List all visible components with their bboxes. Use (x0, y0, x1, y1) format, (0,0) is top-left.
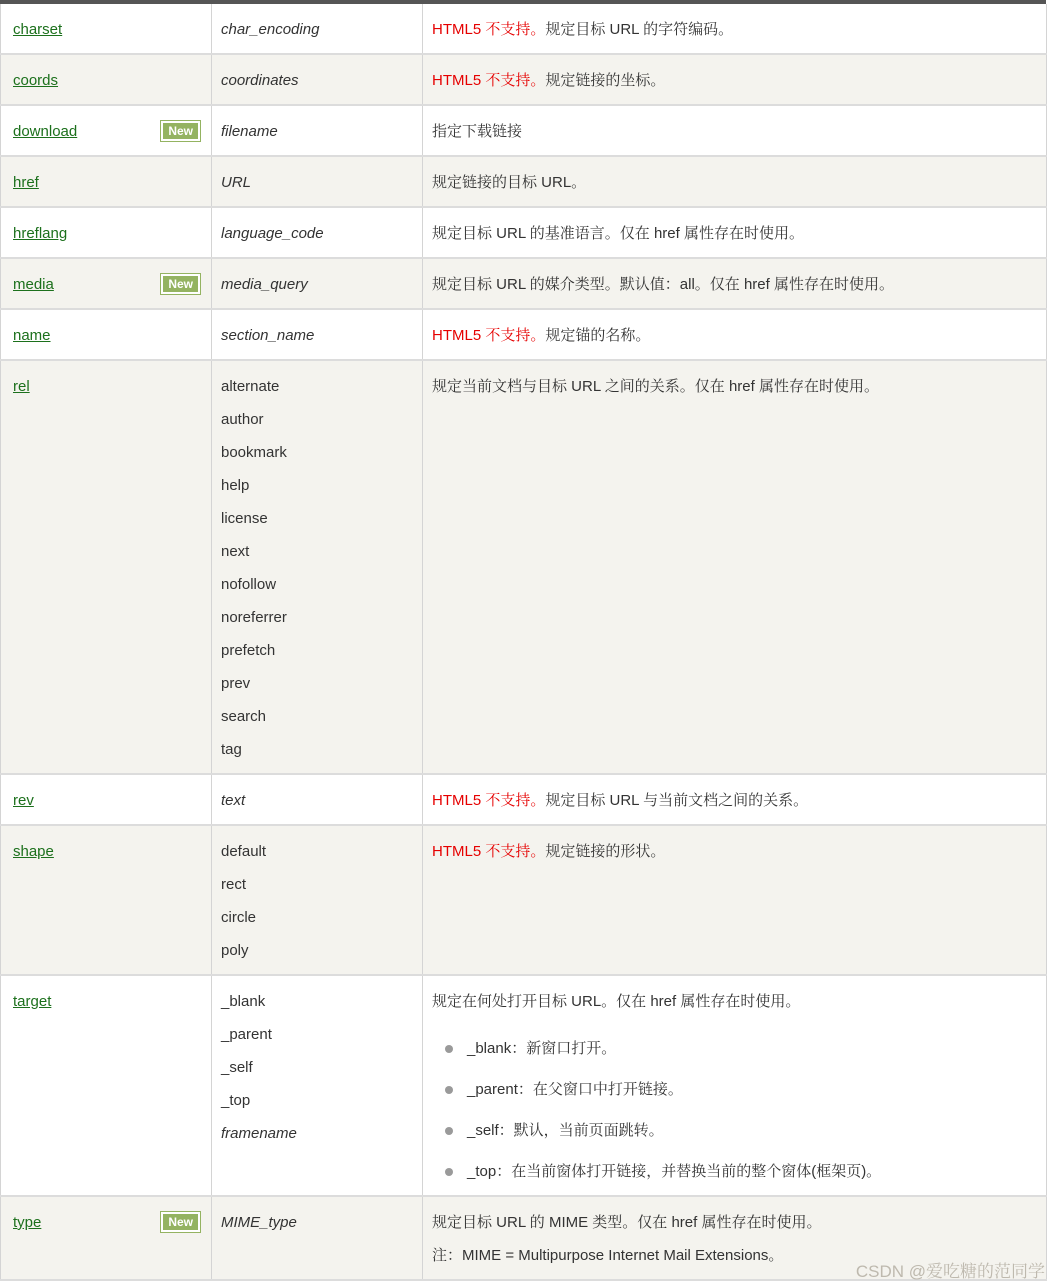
attribute-link[interactable]: charset (13, 21, 63, 38)
value-item: author (221, 411, 264, 428)
value-cell (212, 105, 423, 156)
value-item: framename (221, 1125, 297, 1142)
description-cell (423, 309, 1047, 360)
description-bullet-list (445, 1037, 1037, 1183)
attribute-link[interactable]: download (13, 123, 78, 140)
attribute-cell (1, 774, 212, 825)
value-item: search (221, 708, 267, 725)
description-text (432, 840, 1037, 863)
value-cell (212, 258, 423, 309)
table-row (1, 105, 1047, 156)
value-cell (212, 825, 423, 975)
new-badge: New (161, 1212, 200, 1232)
description-cell (423, 207, 1047, 258)
value-item: tag (221, 741, 242, 758)
value-cell (212, 774, 423, 825)
attribute-link[interactable]: media (13, 276, 54, 293)
value-item: circle (221, 909, 257, 926)
description-text (432, 324, 1037, 347)
attribute-link[interactable]: name (13, 327, 51, 344)
bullet-text: _blank：新窗口打开。 (467, 1040, 617, 1057)
description-text (432, 990, 1037, 1013)
description-text (432, 273, 1037, 296)
value-item: license (221, 510, 268, 527)
value-cell (212, 207, 423, 258)
description-bullet-item (445, 1037, 1037, 1060)
table-row (1, 825, 1047, 975)
new-badge: New (161, 274, 200, 294)
attribute-link[interactable]: coords (13, 72, 59, 89)
html5-unsupported-label: HTML5 不支持。 (432, 21, 546, 38)
description-cell (423, 4, 1047, 54)
attribute-link[interactable]: hreflang (13, 225, 68, 242)
description-text (432, 171, 1037, 194)
attribute-cell (1, 54, 212, 105)
description-body: 规定目标 URL 与当前文档之间的关系。 (545, 792, 809, 809)
description-body: 规定当前文档与目标 URL 之间的关系。仅在 href 属性存在时使用。 (432, 378, 879, 395)
attribute-cell (1, 825, 212, 975)
description-cell (423, 258, 1047, 309)
attribute-cell (1, 156, 212, 207)
description-cell (423, 156, 1047, 207)
bullet-text: _self：默认，当前页面跳转。 (467, 1122, 664, 1139)
description-text (432, 120, 1037, 143)
table-row (1, 774, 1047, 825)
description-body: 规定目标 URL 的媒介类型。默认值：all。仅在 href 属性存在时使用。 (432, 276, 894, 293)
value-item: _self (221, 1059, 253, 1076)
table-row (1, 360, 1047, 774)
value-item: nofollow (221, 576, 277, 593)
value-item: help (221, 477, 250, 494)
description-text (432, 69, 1037, 92)
description-cell (423, 360, 1047, 774)
html5-unsupported-label: HTML5 不支持。 (432, 843, 546, 860)
value-item: rect (221, 876, 247, 893)
table-row (1, 309, 1047, 360)
value-cell (212, 4, 423, 54)
description-body: 规定链接的目标 URL。 (432, 174, 587, 191)
description-body: 规定目标 URL 的 MIME 类型。仅在 href 属性存在时使用。 (432, 1214, 822, 1231)
value-cell (212, 54, 423, 105)
bullet-icon (445, 1045, 453, 1053)
html5-unsupported-label: HTML5 不支持。 (432, 72, 546, 89)
description-text (432, 375, 1037, 398)
value-item: _top (221, 1092, 251, 1109)
value-item: alternate (221, 378, 280, 395)
description-body: 规定目标 URL 的字符编码。 (545, 21, 734, 38)
table-row (1, 4, 1047, 54)
value-cell (212, 156, 423, 207)
value-item: section_name (221, 327, 315, 344)
bullet-text: _top：在当前窗体打开链接，并替换当前的整个窗体(框架页)。 (467, 1163, 882, 1180)
value-item: _parent (221, 1026, 272, 1043)
attribute-link[interactable]: rel (13, 378, 30, 395)
description-body: 规定在何处打开目标 URL。仅在 href 属性存在时使用。 (432, 993, 801, 1010)
attribute-cell (1, 975, 212, 1196)
value-item: poly (221, 942, 249, 959)
description-bullet-item (445, 1078, 1037, 1101)
bullet-icon (445, 1086, 453, 1094)
attribute-table (0, 4, 1047, 1281)
value-item: MIME_type (221, 1214, 297, 1231)
description-cell (423, 105, 1047, 156)
bullet-icon (445, 1127, 453, 1135)
table-row (1, 975, 1047, 1196)
attribute-cell (1, 258, 212, 309)
description-text (432, 789, 1037, 812)
attribute-table-body (1, 4, 1047, 1280)
attribute-link[interactable]: rev (13, 792, 34, 809)
attribute-link[interactable]: shape (13, 843, 54, 860)
value-cell (212, 360, 423, 774)
value-item: language_code (221, 225, 324, 242)
description-body: 指定下载链接 (432, 123, 523, 140)
value-item: bookmark (221, 444, 287, 461)
attribute-cell (1, 360, 212, 774)
description-text (432, 1211, 1037, 1234)
value-item: filename (221, 123, 278, 140)
attribute-link[interactable]: type (13, 1214, 42, 1231)
html5-unsupported-label: HTML5 不支持。 (432, 327, 546, 344)
value-item: char_encoding (221, 21, 320, 38)
bullet-text: _parent：在父窗口中打开链接。 (467, 1081, 683, 1098)
value-item: media_query (221, 276, 308, 293)
html5-unsupported-label: HTML5 不支持。 (432, 792, 546, 809)
table-row (1, 207, 1047, 258)
attribute-cell (1, 207, 212, 258)
table-row (1, 54, 1047, 105)
table-row (1, 156, 1047, 207)
value-item: default (221, 843, 267, 860)
value-item: text (221, 792, 246, 809)
attribute-link[interactable]: target (13, 993, 52, 1010)
value-item: prefetch (221, 642, 276, 659)
description-text (432, 222, 1037, 245)
value-cell (212, 1196, 423, 1280)
description-body: 规定链接的坐标。 (545, 72, 666, 89)
value-cell (212, 309, 423, 360)
attribute-cell (1, 4, 212, 54)
description-note: 注：MIME = Multipurpose Internet Mail Extensions。 (432, 1247, 784, 1264)
attribute-cell (1, 1196, 212, 1280)
attribute-cell (1, 309, 212, 360)
description-cell (423, 774, 1047, 825)
new-badge: New (161, 121, 200, 141)
watermark: CSDN @爱吃糖的范同学 (855, 1262, 1045, 1281)
attribute-cell (1, 105, 212, 156)
description-cell (423, 825, 1047, 975)
value-item: noreferrer (221, 609, 287, 626)
value-item: URL (221, 174, 252, 191)
attribute-link[interactable]: href (13, 174, 39, 191)
value-cell (212, 975, 423, 1196)
description-bullet-item (445, 1160, 1037, 1183)
description-bullet-item (445, 1119, 1037, 1142)
table-row (1, 258, 1047, 309)
description-body: 规定链接的形状。 (545, 843, 666, 860)
description-body: 规定锚的名称。 (545, 327, 651, 344)
value-item: next (221, 543, 250, 560)
description-cell (423, 54, 1047, 105)
description-cell (423, 975, 1047, 1196)
description-text (432, 18, 1037, 41)
value-item: prev (221, 675, 251, 692)
value-item: coordinates (221, 72, 299, 89)
value-item: _blank (221, 993, 266, 1010)
bullet-icon (445, 1168, 453, 1176)
description-body: 规定目标 URL 的基准语言。仅在 href 属性存在时使用。 (432, 225, 804, 242)
